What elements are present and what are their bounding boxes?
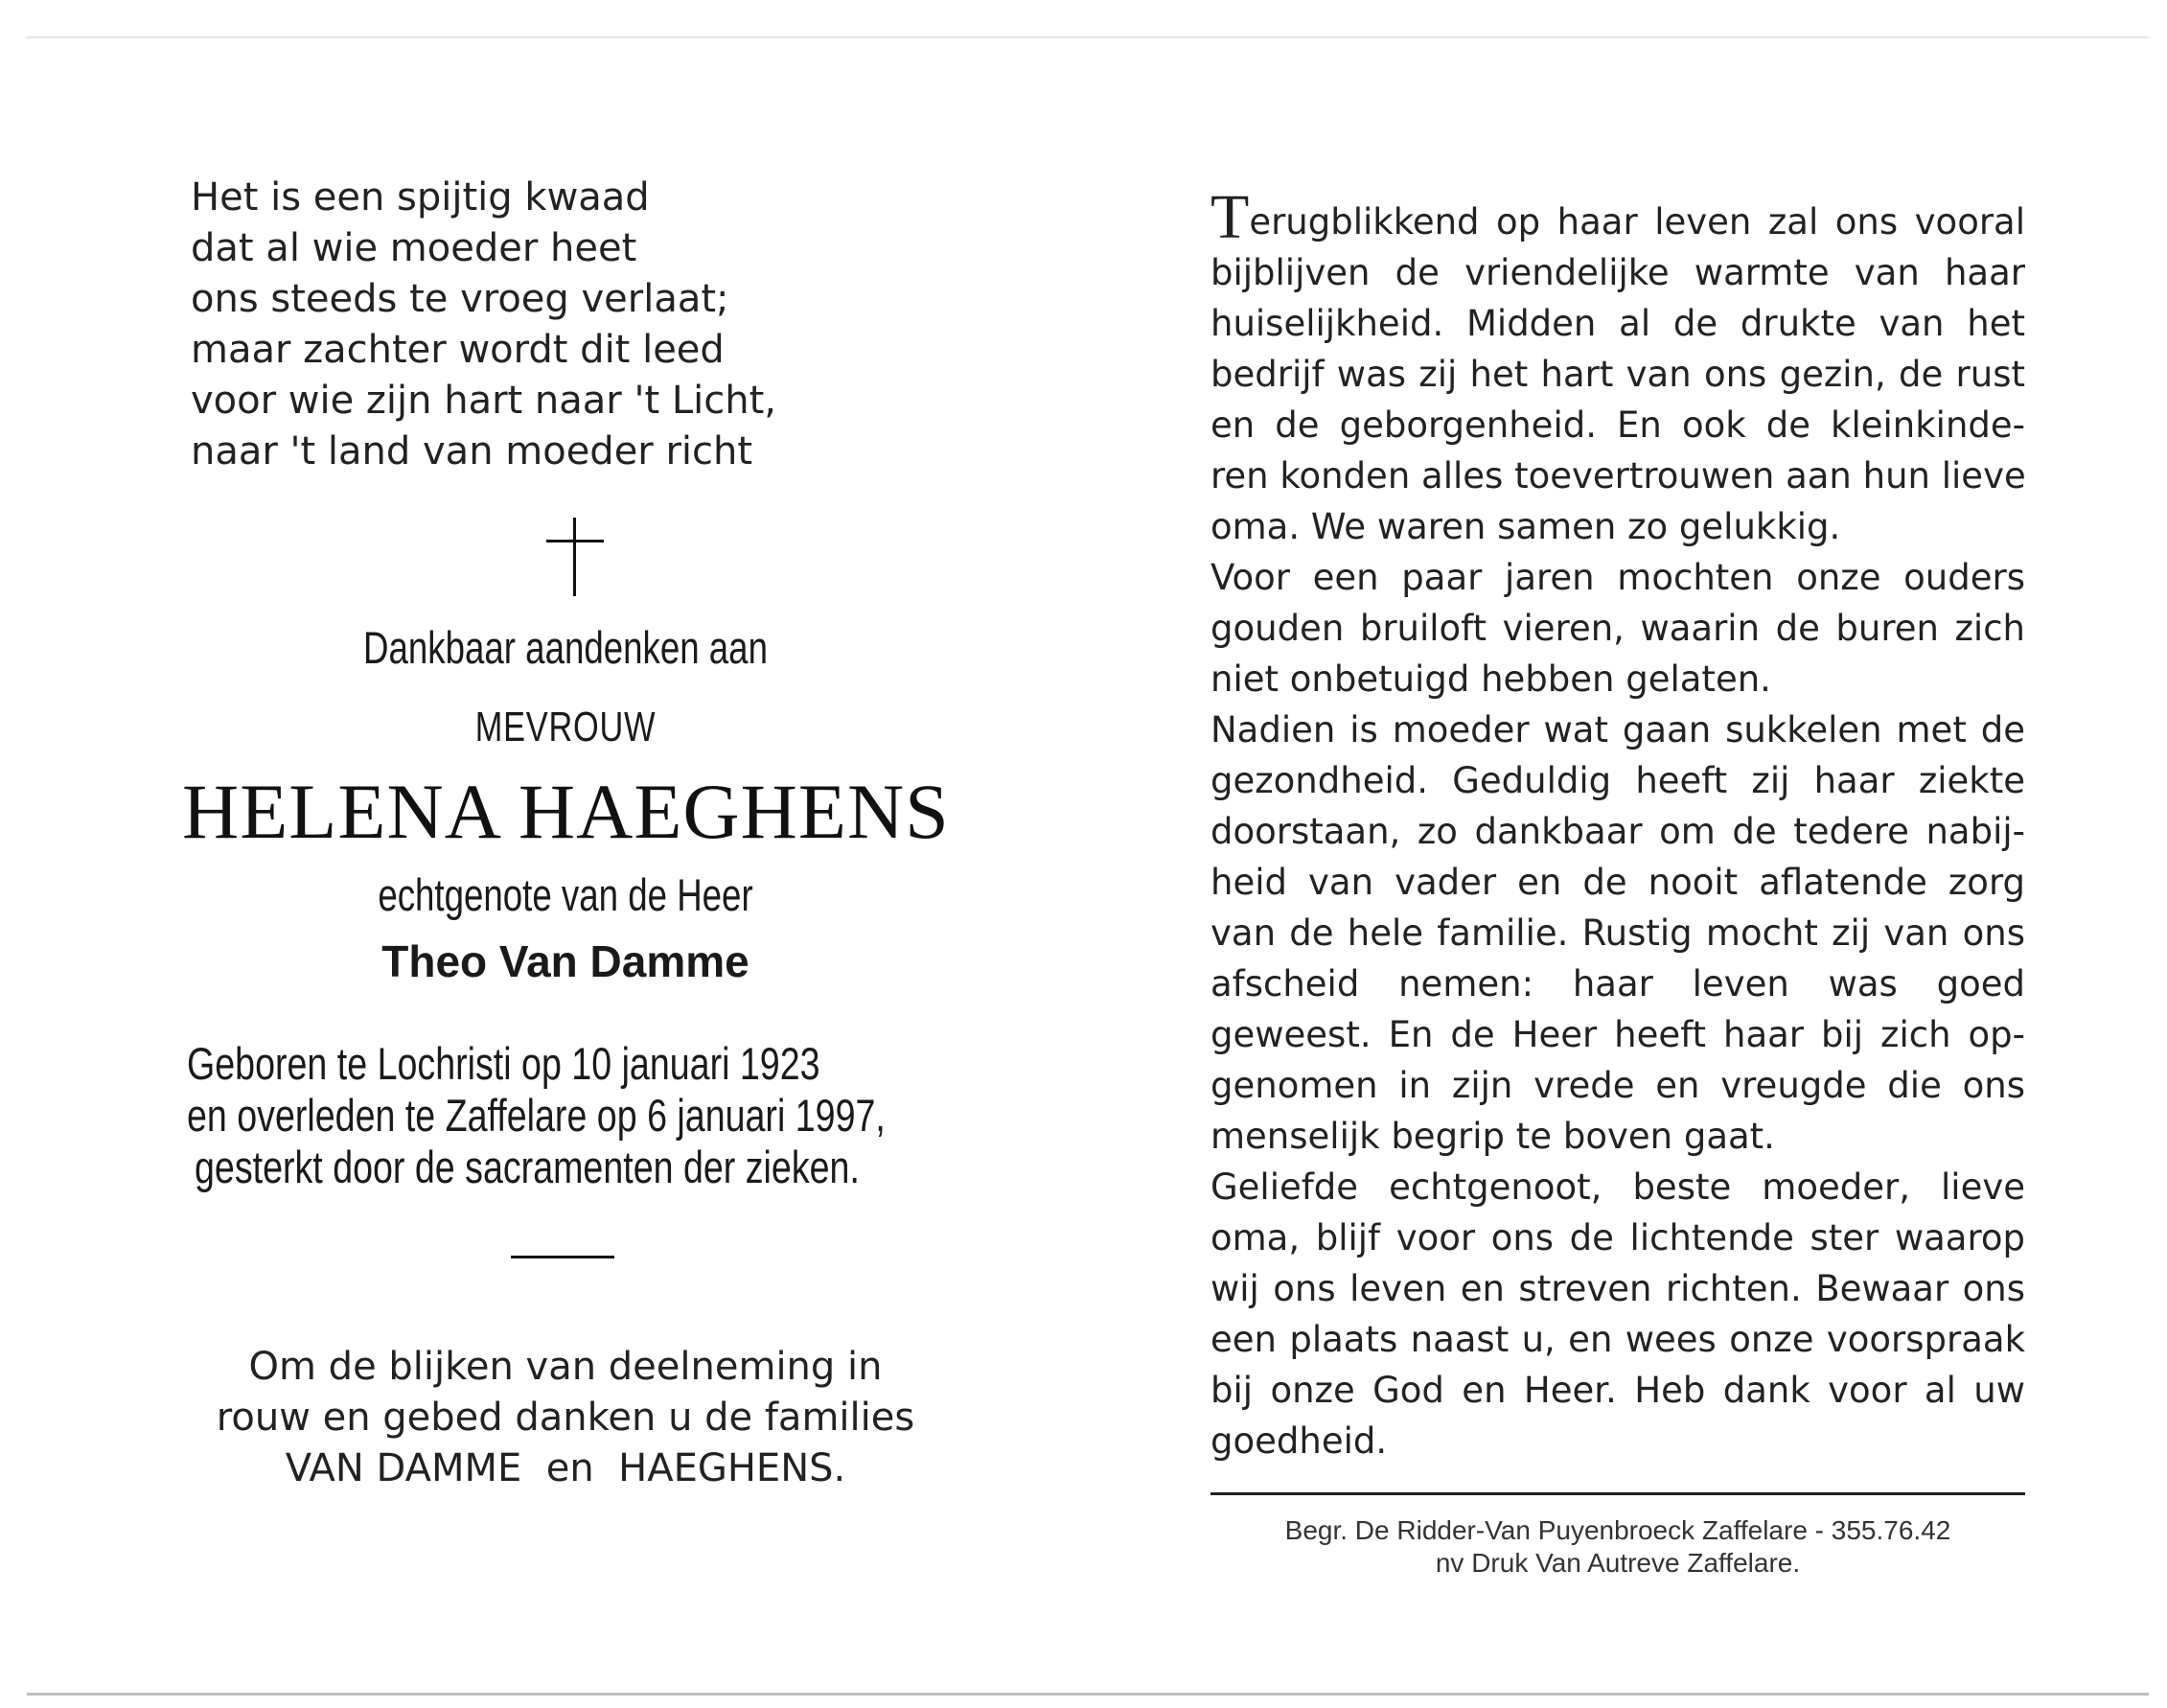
tribute-line: Terugblikkend op haar leven zal ons vooral: [1210, 182, 2025, 252]
death-line: en overleden te Zaffelare op 6 januari 1997,: [187, 1090, 886, 1141]
honorific: MEVROUW: [474, 704, 657, 750]
tribute-line: genomen in zijn vrede en vreugde die ons: [1210, 1065, 2025, 1106]
tribute-line: oma. We waren samen zo gelukkig.: [1210, 506, 1841, 547]
printer-line: Begr. De Ridder-Van Puyenbroeck Zaffelare - 355.76.42: [1284, 1515, 1951, 1545]
tribute-line: huiselijkheid. Midden al de drukte van het: [1210, 303, 2025, 344]
poem-line: voor wie zijn hart naar 't Licht,: [191, 379, 776, 423]
tribute-line: ren konden alles toevertrouwen aan hun lieve: [1210, 455, 2026, 496]
acknowledgement-line: Om de blijken van deelneming in: [248, 1345, 883, 1389]
deceased-name: HELENA HAEGHENS: [182, 768, 950, 855]
acknowledgement: [182, 1342, 949, 1494]
poem: [191, 173, 776, 477]
poem-line: dat al wie moeder heet: [191, 226, 637, 270]
poem-line: naar 't land van moeder richt: [191, 429, 753, 473]
poem-line: maar zachter wordt dit leed: [191, 328, 725, 372]
tribute-line: heid van vader en de nooit aflatende zorg: [1210, 862, 2025, 903]
acknowledgement-line: VAN DAMME en HAEGHENS.: [285, 1446, 846, 1490]
tribute-line: goedheid.: [1210, 1420, 1388, 1462]
tribute-line: afscheid nemen: haar leven was goed: [1210, 963, 2025, 1004]
tribute-text: [1210, 182, 2026, 1466]
tribute-line: Nadien is moeder wat gaan sukkelen met de: [1210, 709, 2025, 750]
drop-cap: T: [1210, 182, 1250, 252]
sacraments-line: gesterkt door de sacramenten der zieken.: [195, 1142, 860, 1192]
cross-icon: [546, 518, 604, 596]
birth-line: Geboren te Lochristi op 10 januari 1923: [187, 1038, 820, 1089]
spouse-line: echtgenote van de Heer: [378, 869, 753, 920]
tribute-line: gouden bruiloft vieren, waarin de buren zich: [1210, 608, 2025, 649]
spouse-name: Theo Van Damme: [381, 936, 749, 986]
tribute-line: oma, blijf voor ons de lichtende ster waarop: [1210, 1217, 2025, 1258]
divider: [511, 1256, 614, 1258]
tribute-line: van de hele familie. Rustig mocht zij van ons: [1210, 912, 2025, 954]
footer-divider: [1210, 1492, 2025, 1495]
tribute-line: niet onbetuigd hebben gelaten.: [1210, 658, 1771, 700]
remembrance-heading: Dankbaar aandenken aan: [363, 622, 768, 673]
tribute-line: wij ons leven en streven richten. Bewaar ons: [1210, 1268, 2025, 1309]
tribute-line: een plaats naast u, en wees onze voorspraak: [1210, 1319, 2025, 1360]
tribute-line: doorstaan, zo dankbaar om de tedere nabij-: [1210, 811, 2025, 852]
tribute-line: menselijk begrip te boven gaat.: [1210, 1116, 1775, 1157]
poem-line: ons steeds te vroeg verlaat;: [191, 277, 729, 321]
tribute-line: Geliefde echtgenoot, beste moeder, lieve: [1210, 1166, 2025, 1208]
poem-line: Het is een spijtig kwaad: [191, 175, 650, 219]
tribute-line: bijblijven de vriendelijke warmte van haar: [1210, 252, 2025, 293]
tribute-line: gezondheid. Geduldig heeft zij haar ziekte: [1210, 760, 2025, 801]
tribute-line: bedrijf was zij het hart van ons gezin, de rust: [1210, 354, 2025, 395]
printer-line: nv Druk Van Autreve Zaffelare.: [1435, 1548, 1801, 1578]
tribute-line: en de geborgenheid. En ook de kleinkinde-: [1210, 404, 2025, 446]
acknowledgement-line: rouw en gebed danken u de families: [216, 1396, 915, 1440]
printer-credits: [1210, 1514, 2025, 1580]
life-details: [187, 1038, 954, 1193]
tribute-line: Voor een paar jaren mochten onze ouders: [1210, 557, 2025, 598]
tribute-line: bij onze God en Heer. Heb dank voor al uw: [1210, 1370, 2025, 1411]
tribute-line: geweest. En de Heer heeft haar bij zich op-: [1210, 1014, 2025, 1055]
